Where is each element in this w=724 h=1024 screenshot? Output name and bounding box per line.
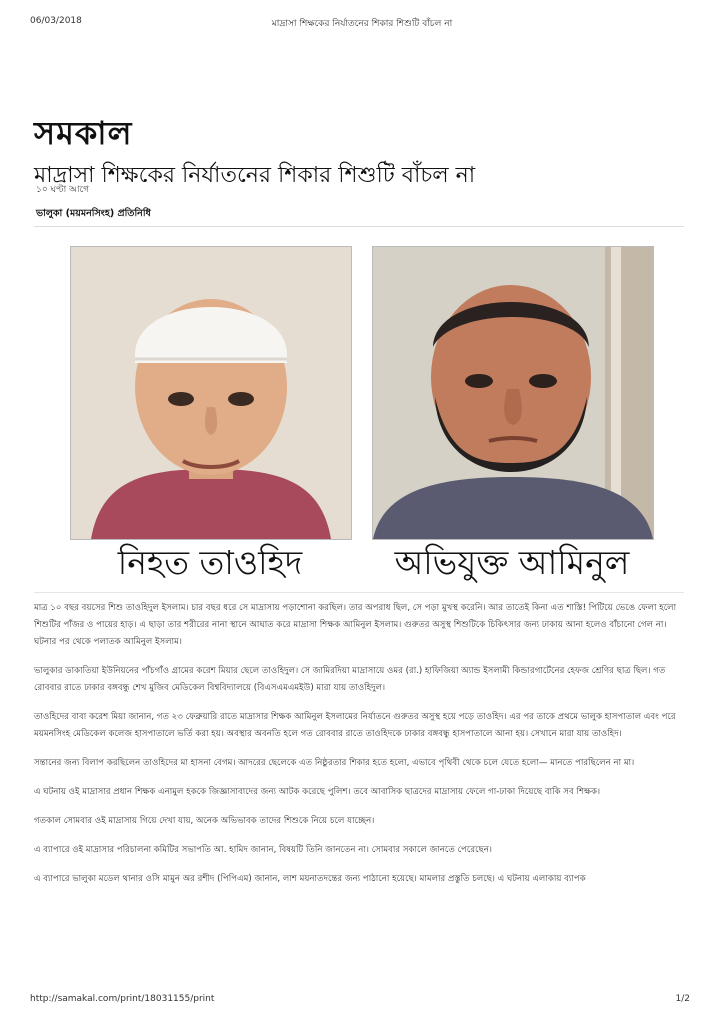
header-date: 06/03/2018	[30, 16, 82, 26]
header-title: মাদ্রাসা শিক্ষকের নির্যাতনের শিকার শিশুটি বাঁচল না	[271, 19, 453, 29]
divider	[34, 592, 684, 593]
article-paragraph: এ ব্যাপারে ওই মাদ্রাসার পরিচালনা কমিটির সভাপতি আ. হামিদ জানান, বিষয়টি তিনি জানতেন না। সোমবার সকালে জানতে পেরেছেন।	[34, 845, 492, 855]
article-paragraph: মাত্র ১০ বছর বয়সের শিশু তাওহিদুল ইসলাম। চার বছর ধরে সে মাদ্রাসায় পড়াশোনা করছিল। তার অপরাধ ছিল, সে পড়া মুখস্থ করেনি। আর তাতেই কিনা এত শাস্তি! পিটিয়ে ভেঙে ফেলা হলো শিশুটির পাঁজর ও পায়ের হাড়। এ ছাড়া তার শরীরের নানা স্থানে আঘাত করে মাদ্রাসা শিক্ষক আমিনুল ইসলাম। গুরুতর অসুস্থ শিশুটিকে চিকিৎসার জন্য ঢাকায় আনা হলেও বাঁচানো গেল না। ঘটনার পর থেকে পলাতক আমিনুল ইসলাম।	[34, 603, 677, 647]
footer-page-number: 1/2	[675, 994, 690, 1004]
byline: ভালুকা (ময়মনসিংহ) প্রতিনিধি	[36, 208, 151, 219]
article-paragraph: এ ঘটনায় ওই মাদ্রাসার প্রধান শিক্ষক এনামুল হককে জিজ্ঞাসাবাদের জন্য আটক করেছে পুলিশ। তবে আবাসিক ছাত্রদের মাদ্রাসায় ফেলে গা-ঢাকা দিয়েছে বাকি সব শিক্ষক।	[34, 787, 601, 797]
photo-caption-victim: নিহত তাওহিদ	[117, 543, 303, 582]
footer-url-link[interactable]: http://samakal.com/print/18031155/print	[30, 994, 215, 1004]
article-paragraph: তাওহিদের বাবা করেশ মিয়া জানান, গত ২৩ ফেব্রুয়ারি রাতে মাদ্রাসার শিক্ষক আমিনুল ইসলামের নির্যাতনে গুরুতর অসুস্থ হয়ে পড়ে তাওহিদ। এর পর তাকে প্রথমে ভালুক হাসপাতাল এবং পরে ময়মনসিংহ মেডিকেল কলেজ হাসপাতালে ভর্তি করা হয়। অবস্থার অবনতি হলে গত রোববার রাতে তাওহিদকে ঢাকার বঙ্গবন্ধু হাসপাতালে আনা হয়। সেখানে মারা যায় তাওহিদ।	[34, 712, 676, 739]
photo-victim	[70, 246, 352, 540]
photo-caption-accused: অভিযুক্ত আমিনুল	[394, 543, 630, 582]
article-paragraph: গতকাল সোমবার ওই মাদ্রাসায় গিয়ে দেখা যায়, অনেক অভিভাবক তাদের শিশুকে নিয়ে চলে যাচ্ছেন।	[34, 816, 375, 826]
read-time: ১০ ঘণ্টা আগে	[36, 185, 90, 195]
photo-accused	[372, 246, 654, 540]
article-paragraph: এ ব্যাপারে ভালুকা মডেল থানার ওসি মামুন অর রশীদ (পিপিএম) জানান, লাশ ময়নাতদন্তের জন্য পাঠানো হয়েছে। মামলার প্রস্তুতি চলছে। এ ঘটনায় এলাকায় ব্যাপক	[34, 874, 586, 884]
article-paragraph: ভালুকার ডাকাতিয়া ইউনিয়নের পাঁচগাঁও গ্রামের করেশ মিয়ার ছেলে তাওহিদুল। সে জামিরদিয়া মাদ্রাসায়ে ওমর (রা.) হাফিজিয়া অ্যান্ড ইসলামী কিন্ডারগার্টেনের হেফজ শ্রেণির ছাত্র ছিল। গত রোববার রাতে ঢাকার বঙ্গবন্ধু শেখ মুজিব মেডিকেল বিশ্ববিদ্যালয়ে (বিএসএমএমইউ) মারা যায় তাওহিদুল।	[34, 666, 666, 693]
divider	[34, 226, 684, 227]
boy-portrait-image	[71, 247, 351, 539]
article-paragraph: সন্তানের জন্য বিলাপ করছিলেন তাওহিদের মা হাসনা বেগম। আদরের ছেলেকে এত নিষ্ঠুরতার শিকার হতে হলো, এভাবে পৃথিবী থেকে চলে যেতে হলো— মানতে পারছিলেন না মা।	[34, 758, 635, 768]
masthead-logo[interactable]: সমকাল	[34, 114, 133, 152]
article-body	[34, 600, 682, 900]
article-headline: মাদ্রাসা শিক্ষকের নির্যাতনের শিকার শিশুটি বাঁচল না	[34, 162, 476, 188]
man-portrait-image	[373, 247, 653, 539]
